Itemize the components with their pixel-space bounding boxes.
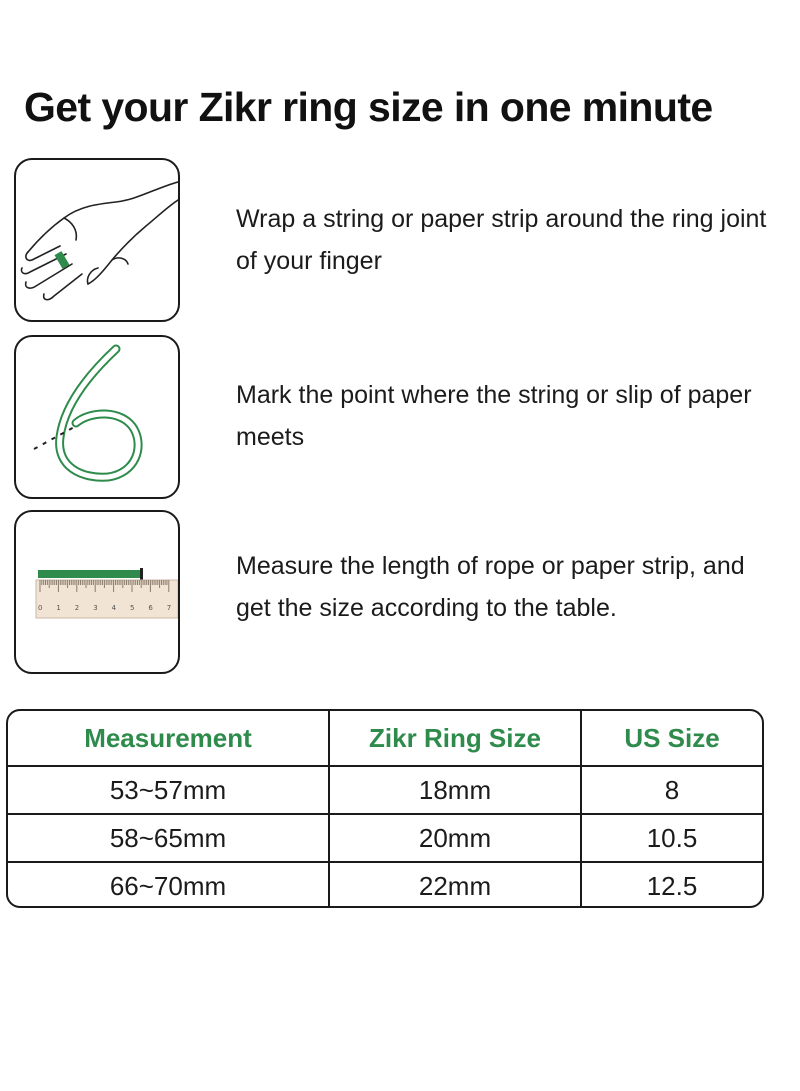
step-3-text: Measure the length of rope or paper strip, and get the size according to the table. bbox=[236, 552, 745, 622]
cell-us-size: 12.5 bbox=[646, 870, 698, 901]
ruler-label: 7 bbox=[166, 604, 172, 612]
ruler-label: 6 bbox=[148, 604, 153, 612]
cell-measurement: 66~70mm bbox=[8, 862, 329, 908]
ruler-label: 0 bbox=[38, 604, 43, 612]
step-3-image bbox=[14, 510, 180, 674]
string-loop-icon bbox=[16, 337, 178, 497]
header-zikr-ring-size: Zikr Ring Size bbox=[329, 711, 581, 766]
step-1-text: Wrap a string or paper strip around the ring joint of your finger bbox=[236, 205, 767, 275]
table-row bbox=[8, 814, 762, 862]
ruler-label: 3 bbox=[93, 604, 98, 612]
step-1-image bbox=[14, 158, 180, 322]
size-table bbox=[6, 709, 764, 908]
table-header-row bbox=[8, 711, 762, 766]
table-row bbox=[8, 766, 762, 814]
cell-ring-size: 18mm bbox=[329, 766, 581, 814]
ruler-label: 5 bbox=[130, 604, 135, 612]
header-measurement: Measurement bbox=[8, 711, 329, 766]
page-title: Get your Zikr ring size in one minute bbox=[24, 84, 713, 130]
cell-us-size: 8 bbox=[581, 766, 762, 814]
hand-icon bbox=[16, 160, 178, 320]
ruler-label: 2 bbox=[74, 604, 80, 612]
ruler-label: 4 bbox=[111, 604, 117, 612]
cell-ring-size: 20mm bbox=[329, 814, 581, 862]
header-us-size: US Size bbox=[581, 711, 762, 766]
step-2-image bbox=[14, 335, 180, 499]
cell-measurement: 58~65mm bbox=[8, 814, 329, 862]
cell-ring-size: 22mm bbox=[329, 862, 581, 908]
table-row bbox=[8, 862, 762, 908]
step-2-text: Mark the point where the string or slip of paper meets bbox=[236, 381, 752, 451]
cell-measurement: 53~57mm bbox=[8, 766, 329, 814]
ruler-icon bbox=[16, 512, 178, 672]
ruler-label: 1 bbox=[56, 604, 61, 612]
cell-us-size: 10.5 bbox=[581, 814, 762, 862]
